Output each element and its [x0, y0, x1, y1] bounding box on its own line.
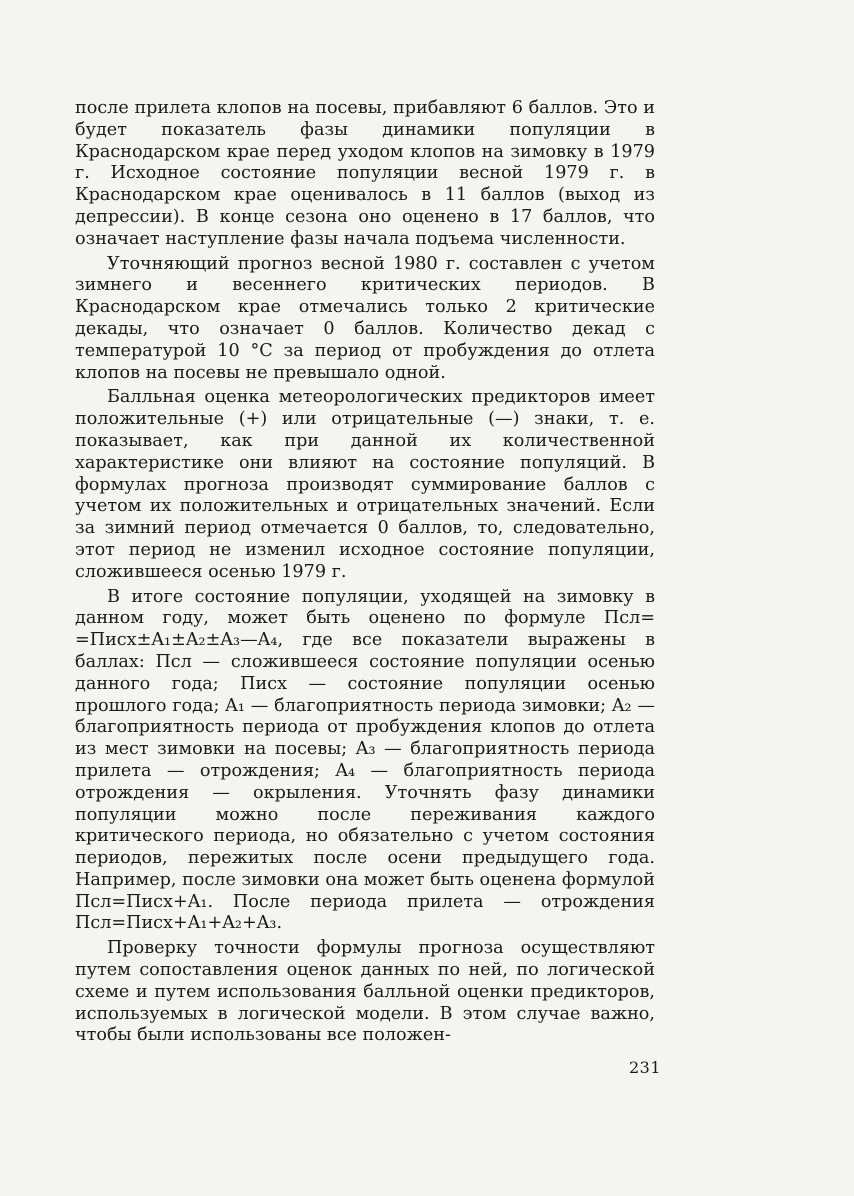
- page-number: 231: [629, 1058, 662, 1077]
- paragraph-3: Балльная оценка метеорологических предикторов имеет положительные (+) или отрицательные (—) знаки, т. е. показывает, как при данной их количественной характеристике они влияют на состояние популяций. В формулах прогноза производят суммирование баллов с учетом их положительных и отрицательных значений. Если за зимний период отмечается 0 баллов, то, следовательно, этот период не изменил исходное состояние популяции, сложившееся осенью 1979 г.: [75, 387, 655, 582]
- paragraph-5: Проверку точности формулы прогноза осуществляют путем сопоставления оценок данных по ней, по логической схеме и путем использования балльной оценки предикторов, используемых в логической модели. В этом случае важно, чтобы были использованы все положен-: [75, 938, 655, 1046]
- paragraph-4: В итоге состояние популяции, уходящей на зимовку в данном году, может быть оценено по формуле Псл= =Писх±A₁±A₂±A₃—A₄, где все показатели выражены в баллах: Псл — сложившееся состояние популяции осенью данного года; Писх — состояние популяции осенью прошлого года; A₁ — благоприятность периода зимовки; A₂ — благоприятность периода от пробуждения клопов до отлета из мест зимовки на посевы; A₃ — благоприятность периода прилета — отрождения; A₄ — благоприятность периода отрождения — окрыления. Уточнять фазу динамики популяции можно после переживания каждого критического периода, но обязательно с учетом состояния периодов, пережитых после осени предыдущего года. Например, после зимовки она может быть оценена формулой Псл=Писх+A₁. После периода прилета — отрождения Псл=Писх+A₁+A₂+A₃.: [75, 586, 655, 934]
- paragraph-2: Уточняющий прогноз весной 1980 г. составлен с учетом зимнего и весеннего критических периодов. В Краснодарском крае отмечались только 2 критические декады, что означает 0 баллов. Количество декад с температурой 10 °С за период от пробуждения до отлета клопов на посевы не превышало одной.: [75, 253, 655, 383]
- paragraph-1: после прилета клопов на посевы, прибавляют 6 баллов. Это и будет показатель фазы динамики популяции в Краснодарском крае перед уходом клопов на зимовку в 1979 г. Исходное состояние популяции весной 1979 г. в Краснодарском крае оценивалось в 11 баллов (выход из депрессии). В конце сезона оно оценено в 17 баллов, что означает наступление фазы начала подъема численности.: [75, 98, 655, 249]
- body-text: [75, 98, 655, 1047]
